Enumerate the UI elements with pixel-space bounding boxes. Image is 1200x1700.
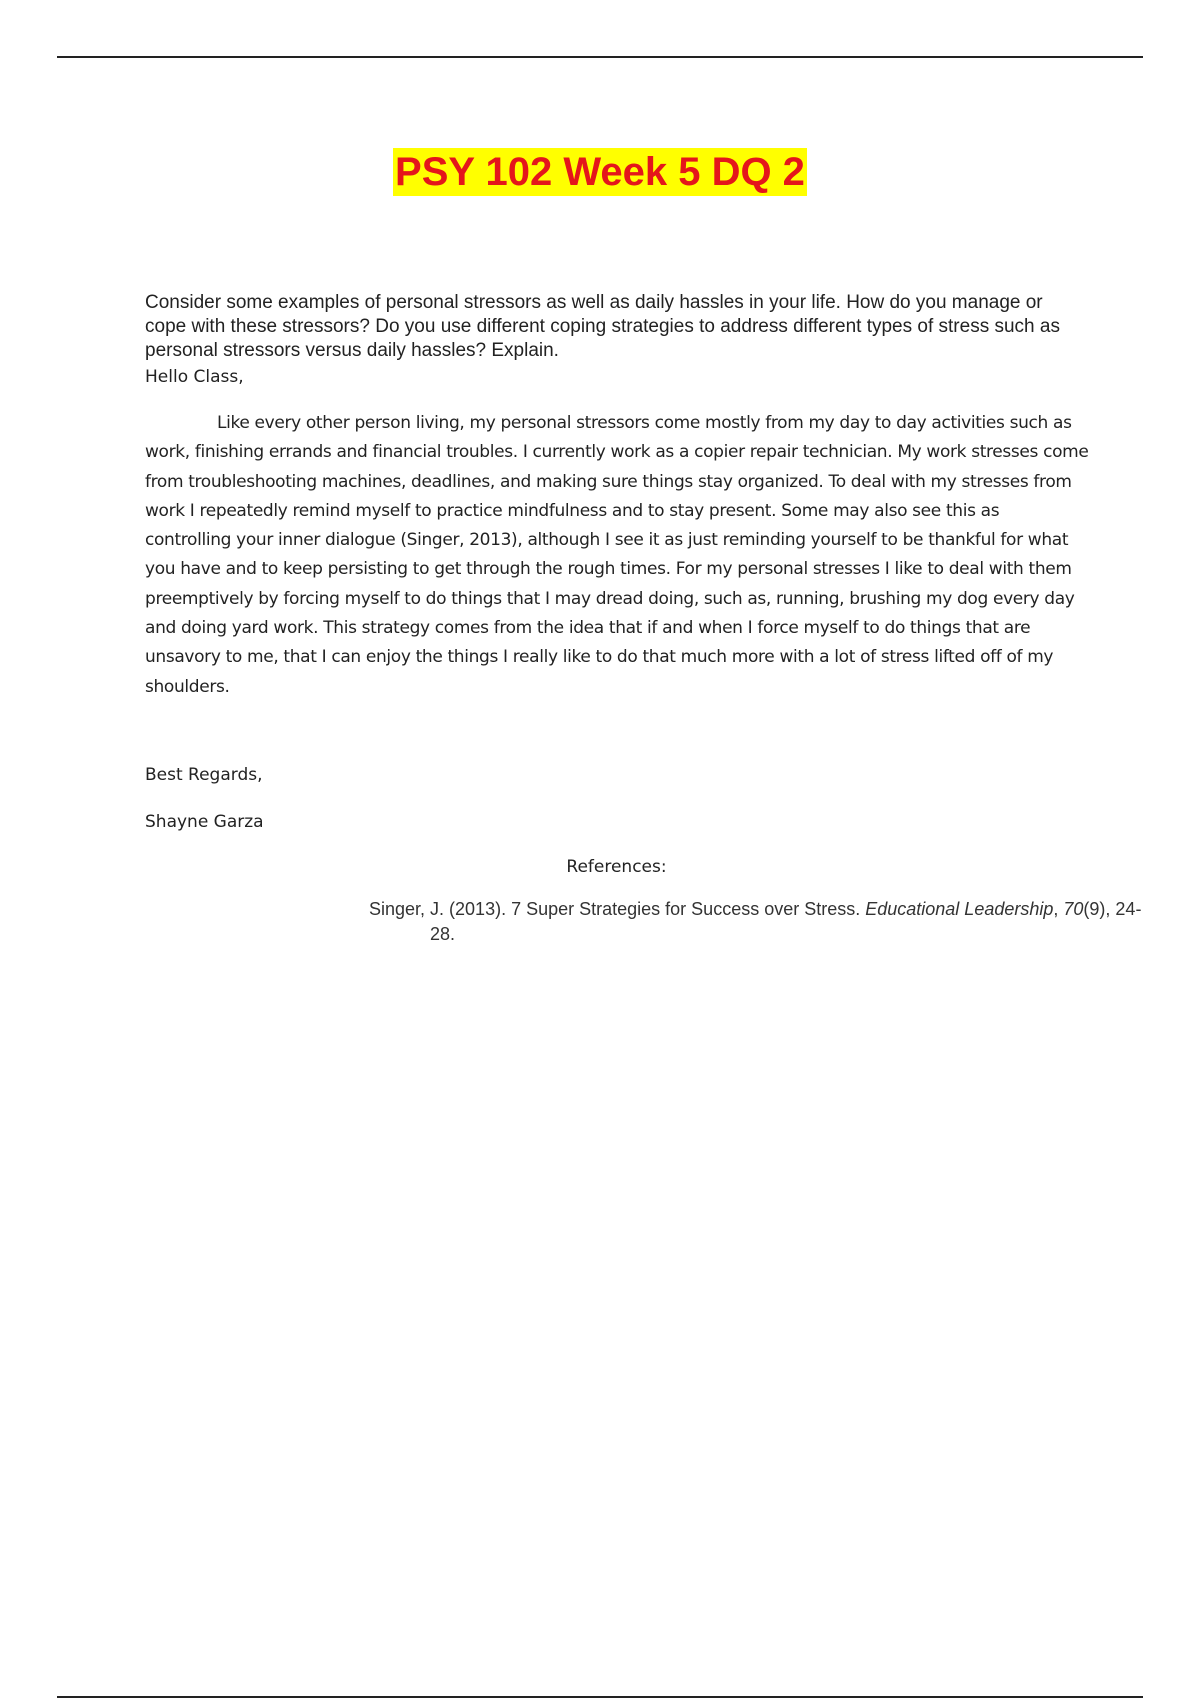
- references-heading: References:: [566, 857, 667, 877]
- citation-journal: Educational Leadership: [865, 899, 1054, 919]
- title-container: [0, 148, 1200, 196]
- discussion-prompt: Consider some examples of personal stressors as well as daily hassles in your life. How do you manage or cope with these stressors? Do you use different coping strategies to address different types of stress such as personal stressors versus daily hassles? Explain.: [145, 292, 1060, 361]
- greeting: Hello Class,: [145, 367, 244, 387]
- bottom-rule: [57, 1696, 1143, 1698]
- citation-issue-pages: (9), 24-28.: [430, 899, 1142, 944]
- reference-citation: Singer, J. (2013). 7 Super Strategies for Success over Stress. Educational Leadership, 70(9), 24-28.: [369, 899, 1142, 944]
- response-paragraph: Like every other person living, my personal stressors come mostly from my day to day activities such as work, finishing errands and financial troubles. I currently work as a copier repair technician. My work stresses come from troubleshooting machines, deadlines, and making sure things stay organized. To deal with my stresses from work I repeatedly remind myself to practice mindfulness and to stay present. Some may also see this as controlling your inner dialogue (Singer, 2013), although I see it as just reminding yourself to be thankful for what you have and to keep persisting to get through the rough times. For my personal stresses I like to deal with them preemptively by forcing myself to do things that I may dread doing, such as, running, brushing my dog every day and doing yard work. This strategy comes from the idea that if and when I force myself to do things that are unsavory to me, that I can enjoy the things I really like to do that much more with a lot of stress lifted off of my shoulders.: [145, 413, 1089, 697]
- citation-authors-title: Singer, J. (2013). 7 Super Strategies for Success over Stress.: [369, 899, 866, 919]
- document-title: PSY 102 Week 5 DQ 2: [395, 150, 805, 194]
- signature: Shayne Garza: [145, 812, 264, 832]
- closing: Best Regards,: [145, 765, 263, 785]
- top-rule: [57, 56, 1143, 58]
- citation-volume: 70: [1063, 899, 1084, 919]
